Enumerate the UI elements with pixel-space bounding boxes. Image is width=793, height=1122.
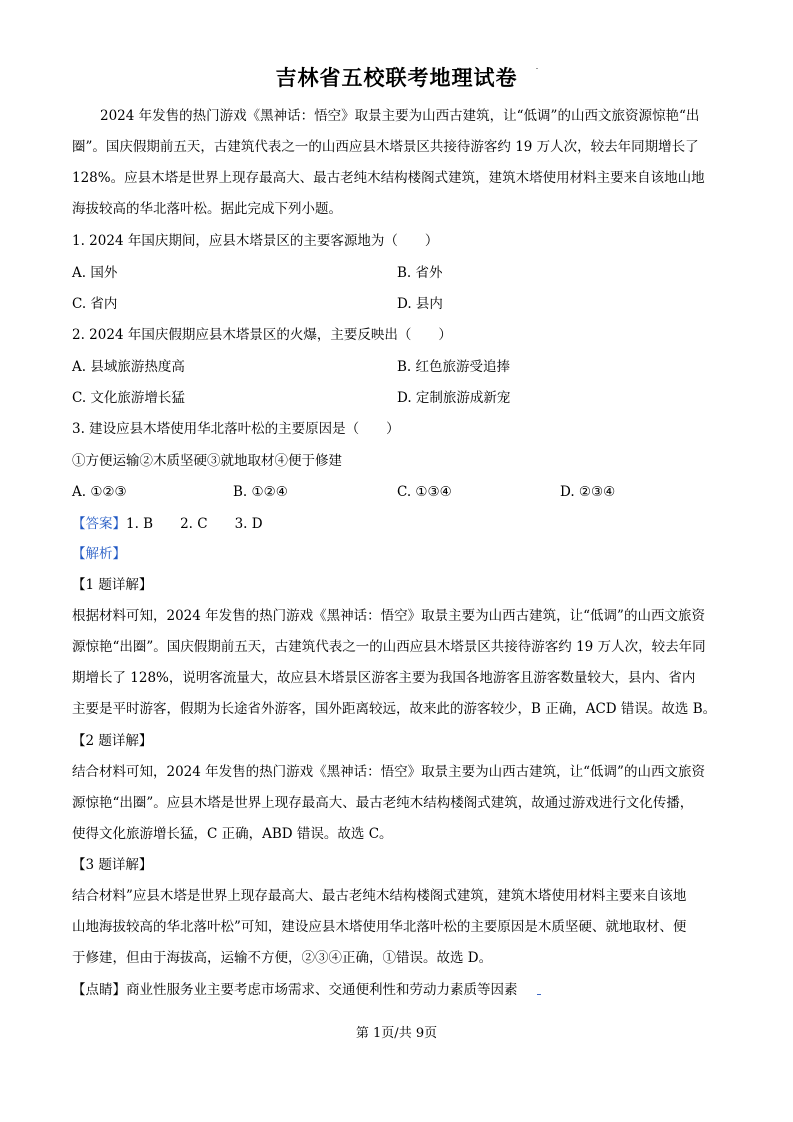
question-1-stem: 1. 2024 年国庆期间，应县木塔景区的主要客源地为（ ） [72, 233, 439, 249]
q2-option-b: B. 红色旅游受追捧 [397, 359, 511, 375]
detail-1-line: 主要是平时游客，假期为长途省外游客，国外距离较远，故来此的游客较少，B 正确，ACD 错误。故选 B。 [72, 701, 717, 717]
q3-choices: ①方便运输②木质坚硬③就地取材④便于修建 [72, 453, 342, 469]
q1-option-b: B. 省外 [397, 265, 443, 281]
detail-3-line: 于修建，但由于海拔高，运输不方便，②③④正确，①错误。故选 D。 [72, 950, 493, 966]
detail-1-heading: 【1 题详解】 [72, 577, 153, 593]
intro-line: 128%。应县木塔是世界上现存最高大、最古老纯木结构楼阁式建筑，建筑木塔使用材料主要来自该地山地 [72, 170, 705, 186]
analysis-label: 【解析】 [72, 546, 126, 562]
detail-3-heading: 【3 题详解】 [72, 857, 153, 873]
point-text: 商业性服务业主要考虑市场需求、交通便利性和劳动力素质等因素 [126, 982, 518, 998]
q1-option-d: D. 县内 [397, 296, 443, 312]
answer-line [72, 515, 263, 533]
answer-label: 【答案】 [72, 516, 126, 532]
detail-2-line: 源惊艳“出圈”。应县木塔是世界上现存最高大、最古老纯木结构楼阁式建筑，故通过游戏进行文化传播， [72, 795, 694, 811]
page-title: 吉林省五校联考地理试卷 [275, 65, 518, 90]
detail-3-line: 结合材料”应县木塔是世界上现存最高大、最古老纯木结构楼阁式建筑，建筑木塔使用材料主要来自该地 [72, 888, 687, 904]
detail-1-line: 期增长了 128%，说明客流量大，故应县木塔景区游客主要为我国各地游客且游客数量较大，县内、省内 [72, 670, 696, 686]
detail-2-heading: 【2 题详解】 [72, 733, 153, 749]
detail-1-line: 根据材料可知，2024 年发售的热门游戏《黑神话：悟空》取景主要为山西古建筑，让“低调”的山西文旅资 [72, 608, 705, 624]
q2-option-d: D. 定制旅游成新宠 [397, 390, 511, 406]
question-3-stem: 3. 建设应县木塔使用华北落叶松的主要原因是（ ） [72, 421, 400, 437]
intro-line: 圈”。国庆假期前五天，古建筑代表之一的山西应县木塔景区共接待游客约 19 万人次，较去年同期增长了 [72, 139, 699, 155]
q2-option-a: A. 县域旅游热度高 [72, 359, 185, 375]
detail-2-line: 结合材料可知，2024 年发售的热门游戏《黑神话：悟空》取景主要为山西古建筑，让“低调”的山西文旅资 [72, 764, 705, 780]
intro-line: 2024 年发售的热门游戏《黑神话：悟空》取景主要为山西古建筑，让“低调”的山西文旅资源惊艳“出 [100, 108, 700, 124]
q1-option-c: C. 省内 [72, 296, 118, 312]
q3-option-d: D. ②③④ [560, 484, 616, 500]
end-mark [537, 994, 541, 995]
q3-option-c: C. ①③④ [397, 484, 452, 500]
q3-option-a: A. ①②③ [72, 484, 127, 500]
q3-option-b: B. ①②④ [233, 484, 288, 500]
intro-line: 海拔较高的华北落叶松。据此完成下列小题。 [72, 201, 342, 217]
detail-1-line: 源惊艳“出圈”。国庆假期前五天，古建筑代表之一的山西应县木塔景区共接待游客约 19 万人次，较去年同 [72, 639, 706, 655]
point-line [72, 981, 518, 999]
point-label: 【点睛】 [72, 982, 126, 998]
page-footer: 第 1页/共 9页 [355, 1026, 438, 1041]
q2-option-c: C. 文化旅游增长猛 [72, 390, 185, 406]
question-2-stem: 2. 2024 年国庆假期应县木塔景区的火爆，主要反映出（ ） [72, 327, 452, 343]
answer-text: 1. B 2. C 3. D [126, 516, 263, 532]
detail-2-line: 使得文化旅游增长猛，C 正确，ABD 错误。故选 C。 [72, 826, 393, 842]
q1-option-a: A. 国外 [72, 265, 118, 281]
detail-3-line: 山地海拔较高的华北落叶松”可知，建设应县木塔使用华北落叶松的主要原因是木质坚硬、就地取材、便 [72, 919, 687, 935]
